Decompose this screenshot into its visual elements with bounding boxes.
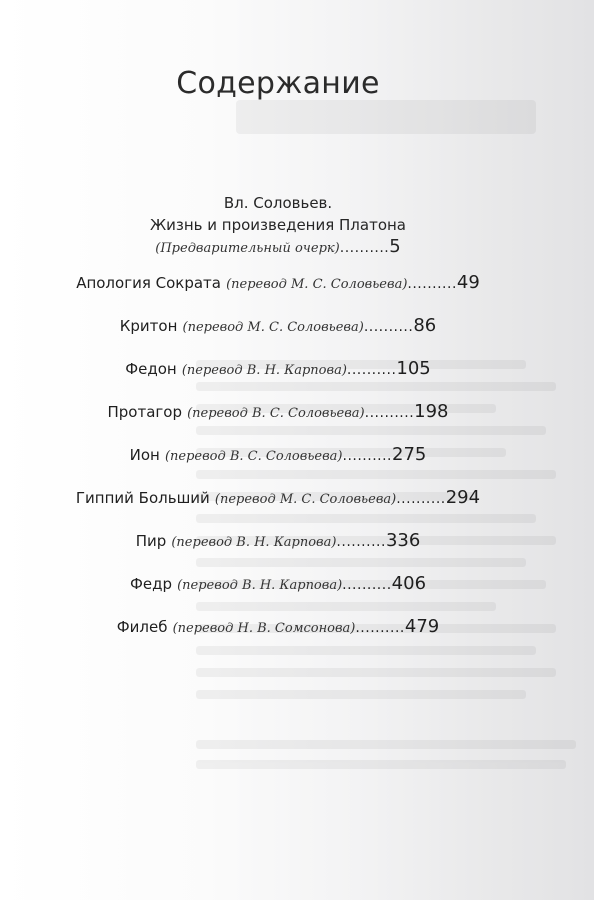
entry-title: Апология Сократа (76, 274, 221, 292)
entry-translator: (перевод В. Н. Карпова) (177, 578, 343, 593)
entry-translator: (перевод В. Н. Карпова) (181, 363, 347, 378)
leader-dots: .......... (407, 276, 457, 292)
leader-dots: .......... (342, 448, 393, 464)
toc-entry (0, 272, 556, 293)
page-number: 198 (414, 401, 449, 422)
entry-translator: (перевод Н. В. Сомсонова) (172, 621, 356, 636)
toc-entry (0, 530, 556, 551)
entry-title: Протагор (107, 403, 182, 421)
page-number: 86 (413, 315, 437, 336)
leader-dots: .......... (342, 577, 392, 593)
page-title: Содержание (176, 66, 380, 101)
leader-dots: .......... (346, 362, 397, 378)
toc-entry (0, 573, 556, 594)
toc-entry (0, 616, 556, 637)
page-number: 294 (445, 487, 481, 508)
entry-translator: (перевод В. С. Соловьева) (164, 449, 343, 464)
leader-dots: .......... (363, 319, 414, 335)
toc-entry (0, 401, 556, 422)
toc-entry-intro (0, 192, 556, 260)
entry-title: Пир (135, 532, 167, 550)
leader-dots: .......... (355, 620, 405, 636)
intro-work-title: Жизнь и произведения Платона (149, 216, 407, 234)
page-number: 49 (456, 272, 480, 293)
entry-translator: (перевод В. С. Соловьева) (187, 406, 365, 421)
entry-title: Филеб (116, 618, 168, 636)
entry-translator: (перевод М. С. Соловьева) (214, 492, 397, 507)
leader-dots: .......... (336, 534, 386, 550)
toc-entry (0, 315, 556, 336)
toc-entry (0, 358, 556, 379)
entry-translator: (перевод В. Н. Карпова) (171, 535, 337, 550)
leader-dots: .......... (364, 405, 415, 421)
entry-title: Федон (125, 360, 177, 378)
intro-note: (Предварительный очерк) (155, 241, 340, 256)
toc-entry (0, 444, 556, 465)
entry-translator: (перевод М. С. Соловьева) (182, 320, 364, 335)
page-number: 275 (392, 444, 427, 465)
entry-title: Критон (119, 317, 178, 335)
toc-entry (0, 487, 556, 508)
page-number: 336 (385, 530, 421, 551)
intro-author: Вл. Соловьев. (223, 194, 333, 212)
entry-title: Ион (129, 446, 160, 464)
leader-dots: .......... (396, 491, 446, 507)
entry-translator: (перевод М. С. Соловьева) (226, 277, 408, 292)
page-number: 479 (404, 616, 440, 637)
page-number: 406 (391, 573, 427, 594)
leader-dots: .......... (339, 240, 390, 256)
page-number: 5 (389, 236, 401, 257)
entry-title: Гиппий Больший (75, 489, 210, 507)
page-number: 105 (396, 358, 431, 379)
entry-title: Федр (129, 575, 172, 593)
